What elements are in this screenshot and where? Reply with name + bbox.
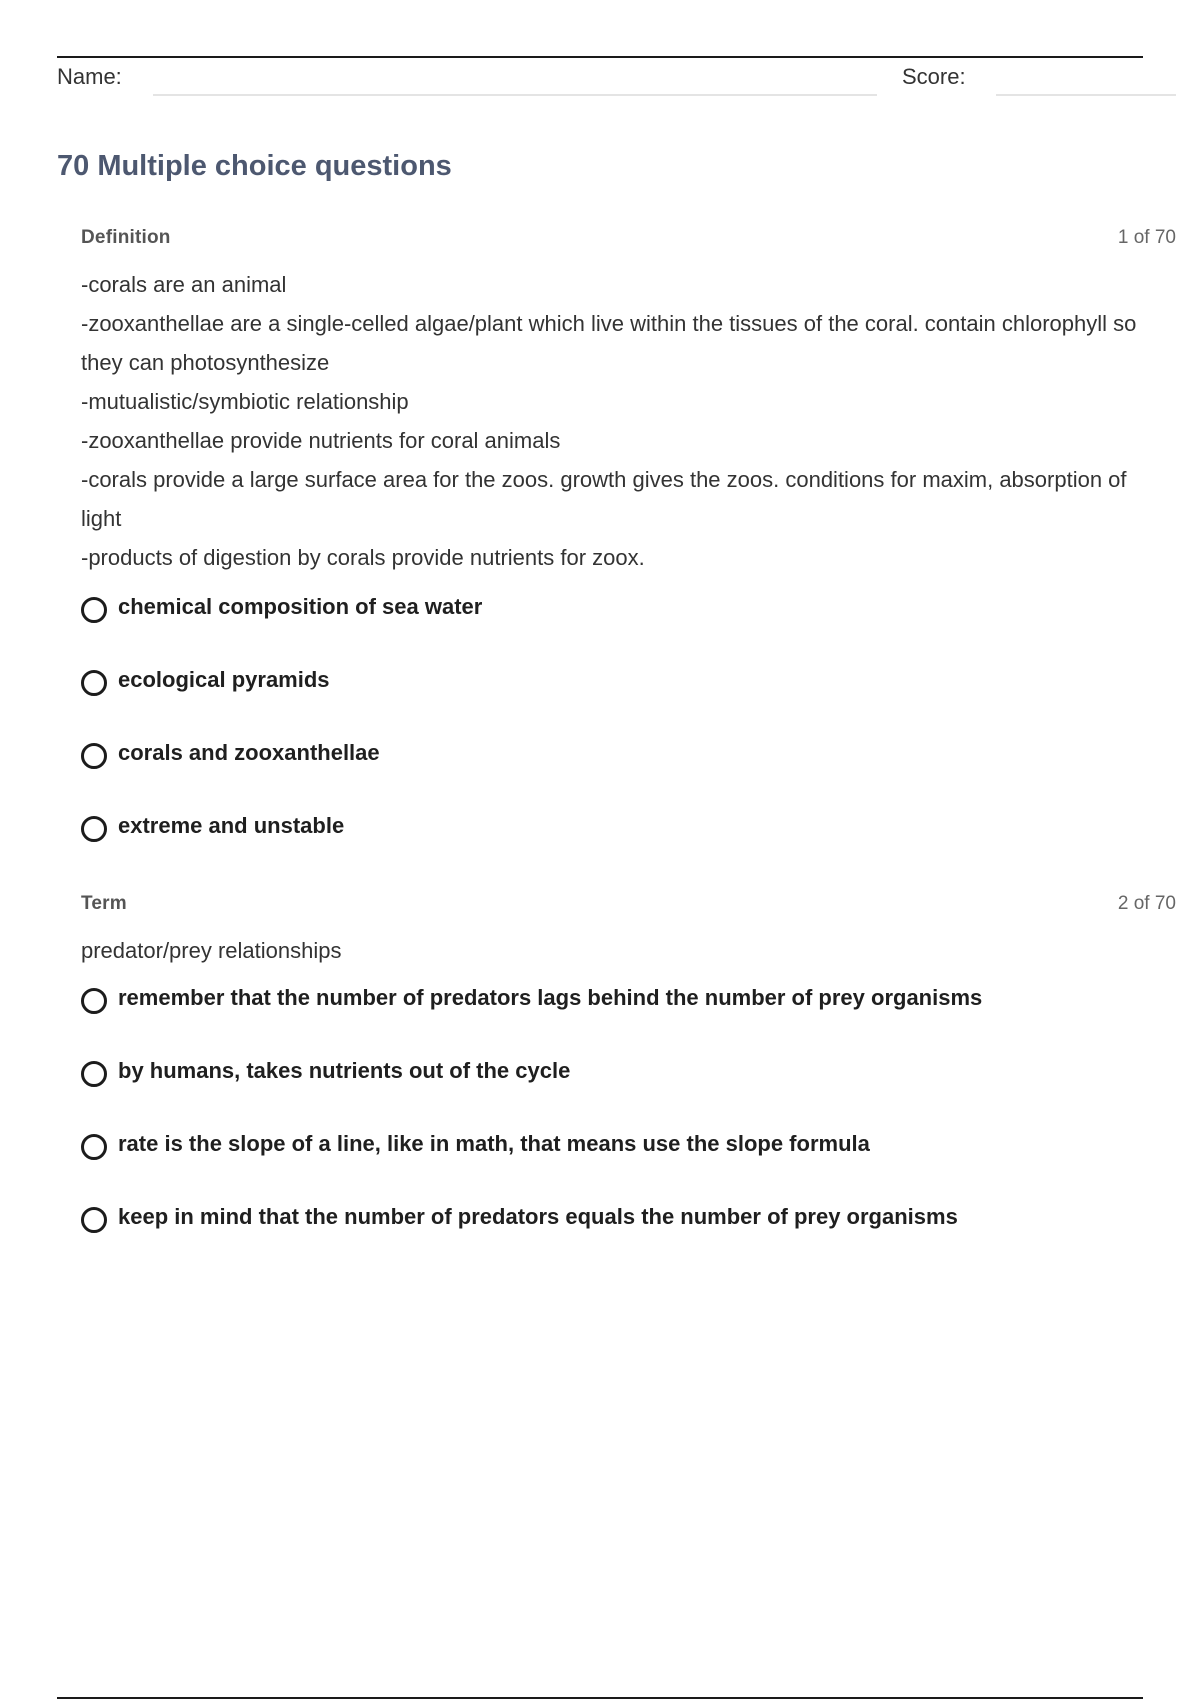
question-count: 2 of 70 [1117,893,1176,914]
prompt-line: -corals provide a large surface area for the zoos. growth gives the zoos. conditions for maxim, absorption of light [81,467,1127,531]
radio-button-icon[interactable] [81,816,107,842]
question-1 [81,227,1176,883]
prompt-line: -mutualistic/symbiotic relationship [81,389,409,414]
option-label: rate is the slope of a line, like in math, that means use the slope formula [118,1131,870,1156]
section-title: 70 Multiple choice questions [57,150,452,182]
answer-option[interactable] [81,591,1176,664]
option-label: corals and zooxanthellae [118,740,380,765]
question-header [81,893,1176,919]
answer-options [81,982,1176,1274]
radio-button-icon[interactable] [81,1134,107,1160]
top-rule [57,56,1143,58]
option-label: by humans, takes nutrients out of the cycle [118,1058,571,1083]
prompt-line: -products of digestion by corals provide nutrients for zoox. [81,545,645,570]
radio-button-icon[interactable] [81,988,107,1014]
question-count: 1 of 70 [1117,227,1176,248]
question-prompt [81,931,1141,970]
radio-button-icon[interactable] [81,670,107,696]
question-type: Term [81,893,127,914]
option-label: chemical composition of sea water [118,594,483,619]
name-field-line[interactable] [153,94,877,96]
question-type: Definition [81,227,171,248]
option-label: keep in mind that the number of predators equals the number of prey organisms [118,1204,958,1229]
name-label: Name: [57,64,122,89]
radio-button-icon[interactable] [81,1207,107,1233]
option-label: extreme and unstable [118,813,345,838]
score-label: Score: [902,64,966,89]
prompt-line: -zooxanthellae are a single-celled algae/plant which live within the tissues of the coral. contain chlorophyll so they can photosynthesize [81,311,1137,375]
score-field-line[interactable] [996,94,1176,96]
answer-option[interactable] [81,810,1176,883]
prompt-line: -corals are an animal [81,272,287,297]
answer-option[interactable] [81,982,1176,1055]
radio-button-icon[interactable] [81,1061,107,1087]
answer-option[interactable] [81,1201,1176,1274]
answer-options [81,591,1176,883]
answer-option[interactable] [81,737,1176,810]
option-label: ecological pyramids [118,667,330,692]
bottom-rule [57,1697,1143,1699]
prompt-line: predator/prey relationships [81,938,342,963]
question-header [81,227,1176,253]
prompt-line: -zooxanthellae provide nutrients for coral animals [81,428,561,453]
radio-button-icon[interactable] [81,743,107,769]
radio-button-icon[interactable] [81,597,107,623]
answer-option[interactable] [81,1128,1176,1201]
answer-option[interactable] [81,1055,1176,1128]
answer-option[interactable] [81,664,1176,737]
question-2 [81,893,1176,1274]
question-prompt [81,265,1141,577]
option-label: remember that the number of predators lags behind the number of prey organisms [118,985,983,1010]
